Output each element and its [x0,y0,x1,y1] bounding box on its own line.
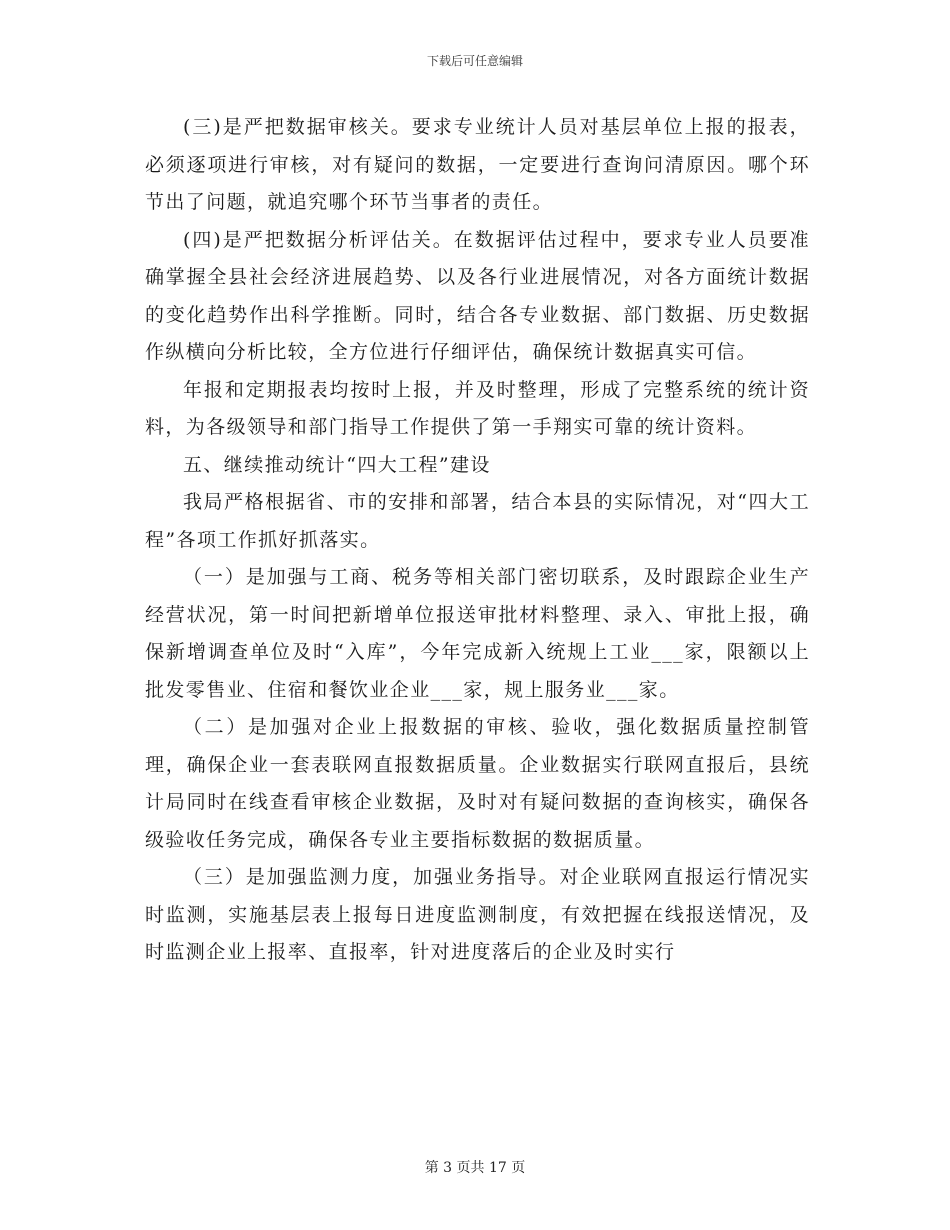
document-body [145,109,810,972]
page-header: 下载后可任意编辑 [426,54,523,68]
paragraph-bureau-implementation: 我局严格根据省、市的安排和部署，结合本县的实际情况，对“四大工程”各项工作抓好抓落实。 [145,491,810,551]
section-heading-four-projects: 五、继续推动统计“四大工程”建设 [183,453,491,476]
page-footer: 第 3 页共 17 页 [424,1160,526,1176]
paragraph-annual-reports: 年报和定期报表均按时上报，并及时整理，形成了完整系统的统计资料，为各级领导和部门指导工作提供了第一手翔实可靠的统计资料。 [145,378,810,438]
paragraph-data-review: (三)是严把数据审核关。要求专业统计人员对基层单位上报的报表，必须逐项进行审核，对有疑问的数据，一定要进行查询问清原因。哪个环节出了问题，就追究哪个环节当事者的责任。 [145,116,810,213]
paragraph-monitoring: （三）是加强监测力度，加强业务指导。对企业联网直报运行情况实时监测，实施基层表上报每日进度监测制度，有效把握在线报送情况，及时监测企业上报率、直报率，针对进度落后的企业及时实行 [145,866,810,963]
paragraph-department-liaison: （一）是加强与工商、税务等相关部门密切联系，及时跟踪企业生产经营状况，第一时间把新增单位报送审批材料整理、录入、审批上报，确保新增调查单位及时“入库”，今年完成新入统规上工业___家，限额以上批发零售业、住宿和餐饮业企业___家，规上服务业___家。 [145,566,810,701]
paragraph-data-analysis: (四)是严把数据分析评估关。在数据评估过程中，要求专业人员要准确掌握全县社会经济进展趋势、以及各行业进展情况，对各方面统计数据的变化趋势作出科学推断。同时，结合各专业数据、部门数据、历史数据作纵横向分析比较，全方位进行仔细评估，确保统计数据真实可信。 [145,228,810,363]
paragraph-data-verification: （二）是加强对企业上报数据的审核、验收，强化数据质量控制管理，确保企业一套表联网直报数据质量。企业数据实行联网直报后，县统计局同时在线查看审核企业数据，及时对有疑问数据的查询核实，确保各级验收任务完成，确保各专业主要指标数据的数据质量。 [145,716,810,851]
